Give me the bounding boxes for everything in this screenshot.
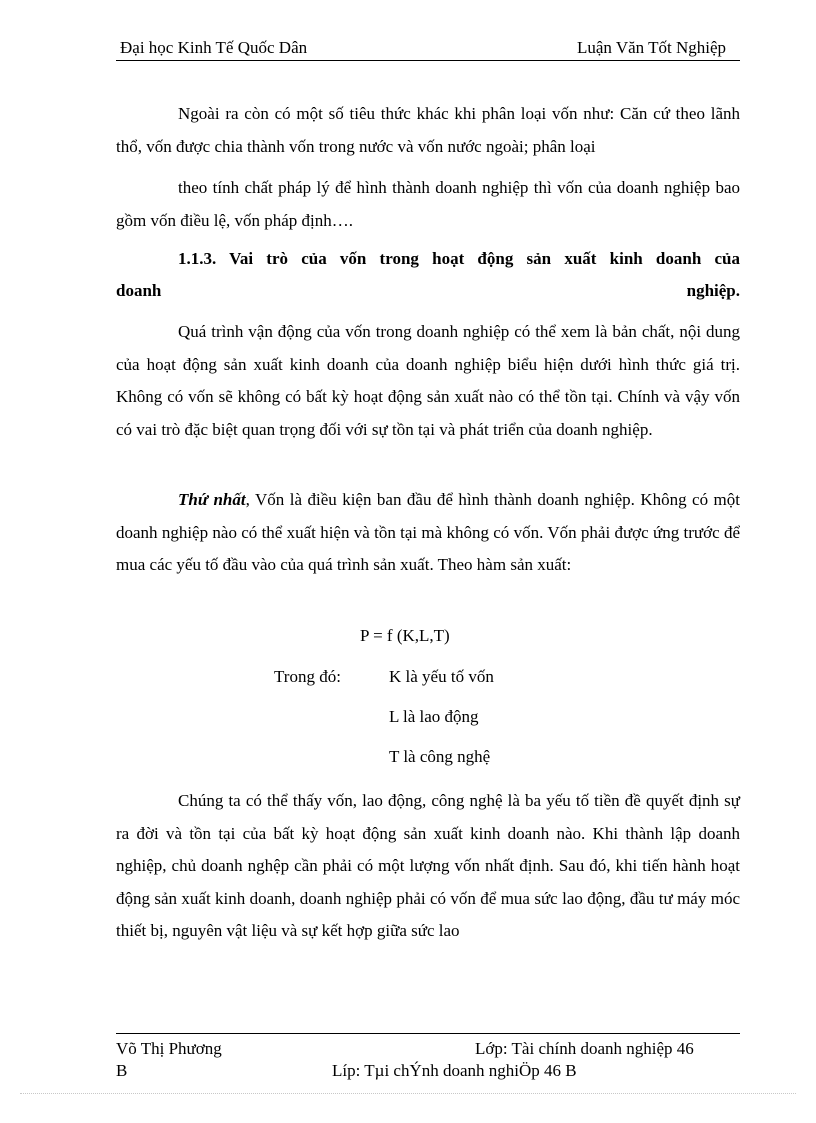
paragraph-capital-movement: Quá trình vận động của vốn trong doanh nghiệp có thể xem là bản chất, nội dung của hoạt động sản xuất kinh doanh của doanh nghiệp biểu hiện dưới hình thức giá trị. Không có vốn sẽ không có bất kỳ hoạt động sản xuất nào có thể tồn tại. Chính và vậy vốn có vai trò đặc biệt quan trọng đối với sự tồn tại và phát triển của doanh nghiệp. (116, 322, 740, 439)
definition-l: L là lao động (389, 707, 479, 726)
paragraph-first-role-text: , Vốn là điều kiện ban đầu để hình thành doanh nghiệp. Không có một doanh nghiệp nào có thể xuất hiện và tồn tại mà không có vốn. Vốn phải được ứng trước để mua các yếu tố đầu vào của quá trình sản xuất. Theo hàm sản xuất: (116, 490, 740, 574)
paragraph-capital-classification: Ngoài ra còn có một số tiêu thức khác khi phân loại vốn như: Căn cứ theo lãnh thổ, vốn được chia thành vốn trong nước và vốn nước ngoài; phân loại (116, 104, 740, 156)
header-thesis-title: Luận Văn Tốt Nghiệp (576, 38, 726, 57)
definition-k: K là yếu tố vốn (389, 667, 494, 686)
footer-author: Võ Thị Phương (116, 1039, 222, 1058)
header-university: Đại học Kinh Tế Quốc Dân (120, 38, 308, 57)
heading-word-doanh: doanh (116, 281, 162, 300)
definition-t: T là công nghệ (389, 747, 491, 766)
where-label: Trong đó: (274, 667, 341, 686)
lead-first: Thứ nhất (178, 490, 246, 509)
paragraph-factors: Chúng ta có thể thấy vốn, lao động, công nghệ là ba yếu tố tiền đề quyết định sự ra đời và tồn tại của bất kỳ hoạt động sản xuất kinh doanh nào. Khi thành lập doanh nghiệp, chủ doanh nghệp cần phải có một lượng vốn nhất định. Sau đó, khi tiến hành hoạt động sản xuất kinh doanh, doanh nghiệp phải có vốn để mua sức lao động, đầu tư máy móc thiết bị, nguyên vật liệu và sự kết hợp giữa sức lao (116, 791, 740, 940)
footer-author-suffix: B (116, 1061, 128, 1080)
footer-class-garbled: Líp: Tµi chÝnh doanh nghiÖp 46 B (332, 1061, 577, 1080)
footer-class: Lớp: Tài chính doanh nghiệp 46 (475, 1039, 694, 1058)
page-header (116, 36, 740, 61)
heading-word-nghiep: nghiệp. (686, 281, 740, 300)
production-function: P = f (K,L,T) (360, 626, 450, 645)
page-bottom-dotted-line (20, 1093, 796, 1094)
section-heading (116, 243, 740, 307)
footer-divider (116, 1033, 740, 1034)
heading-line-1: 1.1.3. Vai trò của vốn trong hoạt động sản xuất kinh doanh của (178, 249, 740, 268)
paragraph-legal-nature: theo tính chất pháp lý để hình thành doanh nghiệp thì vốn của doanh nghiệp bao gồm vốn điều lệ, vốn pháp định…. (116, 178, 740, 230)
heading-line-2 (116, 275, 740, 307)
paragraph-first-role (116, 484, 740, 582)
